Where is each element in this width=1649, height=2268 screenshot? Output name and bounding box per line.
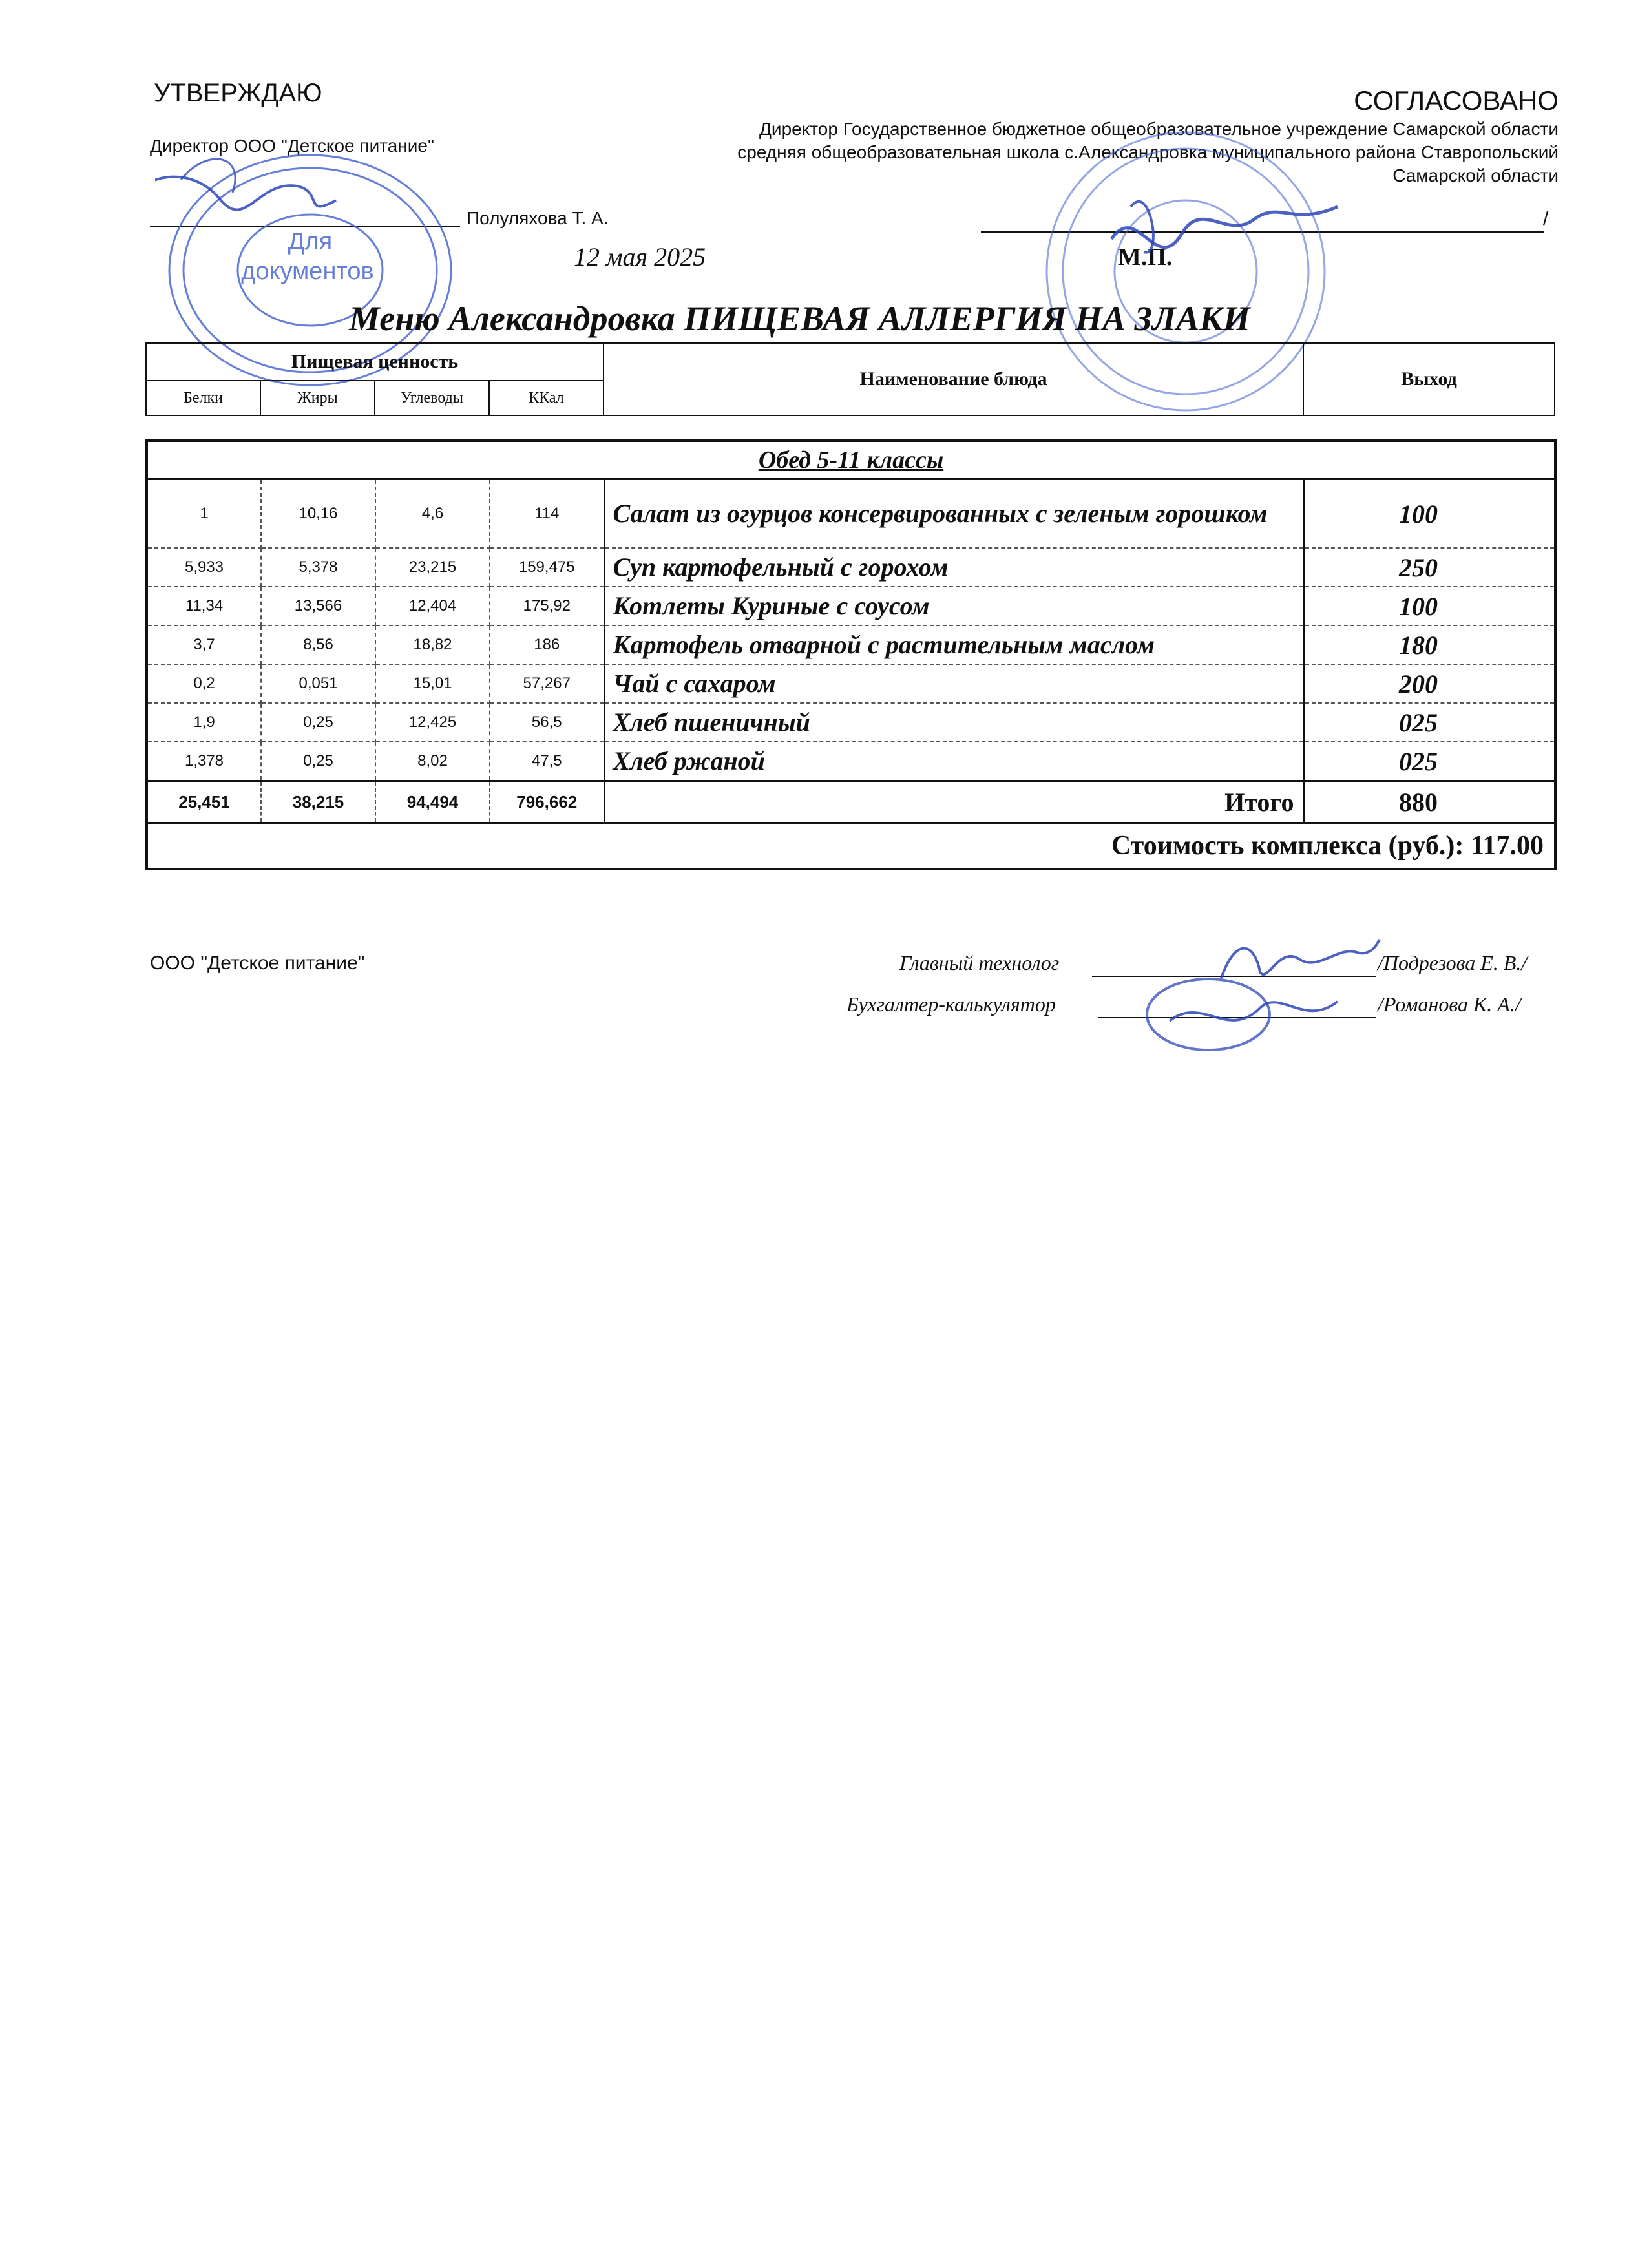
dish-cell: Салат из огурцов консервированных с зеленым горошком [604,479,1304,549]
fat-header: Жиры [260,381,375,415]
fat-cell: 0,25 [261,703,375,742]
nutrition-header: Пищевая ценность [146,343,604,381]
table-row [147,742,1555,781]
table-row [147,703,1555,742]
carbs-cell: 4,6 [375,479,490,549]
kcal-cell: 159,475 [490,548,604,587]
output-cell: 100 [1304,479,1555,549]
tech-name: /Подрезова Е. В./ [1378,951,1528,974]
cost-row [147,823,1555,870]
total-carbs: 94,494 [375,781,490,823]
approver-role: Директор ООО "Детское питание" [150,136,434,156]
protein-cell: 0,2 [147,664,261,703]
carbs-cell: 8,02 [375,742,490,781]
table-row [147,479,1555,549]
dish-cell: Суп картофельный с горохом [604,548,1304,587]
approve-heading: УТВЕРЖДАЮ [154,79,322,107]
accountant-signature [1131,969,1344,1066]
table-row [147,625,1555,664]
complex-cost: Стоимость комплекса (руб.): 117.00 [147,823,1555,870]
total-output: 880 [1304,781,1555,823]
protein-cell: 1 [147,479,261,549]
approver-name: Полуляхова Т. А. [467,208,609,228]
protein-cell: 11,34 [147,587,261,625]
protein-cell: 5,933 [147,548,261,587]
fat-cell: 8,56 [261,625,375,664]
table-row [147,548,1555,587]
agreer-slash: / [1543,208,1549,229]
fat-cell: 0,051 [261,664,375,703]
dish-cell: Хлеб пшеничный [604,703,1304,742]
kcal-cell: 186 [490,625,604,664]
dish-cell: Картофель отварной с растительным маслом [604,625,1304,664]
table-row [147,664,1555,703]
protein-cell: 3,7 [147,625,261,664]
output-cell: 100 [1304,587,1555,625]
approval-date: 12 мая 2025 [574,242,706,271]
menu-title: Меню Александровка ПИЩЕВАЯ АЛЛЕРГИЯ НА ЗЛАКИ [349,299,1250,338]
output-cell: 200 [1304,664,1555,703]
table-row [147,587,1555,625]
output-cell: 180 [1304,625,1555,664]
accountant-label: Бухгалтер-калькулятор [846,992,1056,1016]
protein-cell: 1,9 [147,703,261,742]
output-cell: 025 [1304,703,1555,742]
tech-label: Главный технолог [899,951,1060,974]
agreer-role: Директор Государственное бюджетное общеобразовательное учреждение Самарской области средняя общеобразовательная школа с.Александровка муниципального района Ставропольский Самарской области [737,119,1559,185]
dish-name-header: Наименование блюда [604,343,1303,415]
agree-heading: СОГЛАСОВАНО [1354,85,1559,116]
protein-header: Белки [146,381,260,415]
accountant-name: /Романова К. А./ [1378,992,1521,1016]
fat-cell: 0,25 [261,742,375,781]
kcal-cell: 56,5 [490,703,604,742]
fat-cell: 5,378 [261,548,375,587]
total-label: Итого [604,781,1304,823]
kcal-cell: 47,5 [490,742,604,781]
carbs-cell: 12,404 [375,587,490,625]
menu-table [145,439,1557,870]
output-header: Выход [1303,343,1555,415]
dish-cell: Чай с сахаром [604,664,1304,703]
carbs-cell: 15,01 [375,664,490,703]
total-row [147,781,1555,823]
output-cell: 025 [1304,742,1555,781]
carbs-cell: 18,82 [375,625,490,664]
footer-company: ООО "Детское питание" [150,952,365,974]
stamp-center-line2: документов [241,258,374,285]
protein-cell: 1,378 [147,742,261,781]
section-title: Обед 5-11 классы [147,441,1555,479]
dish-cell: Котлеты Куриные с соусом [604,587,1304,625]
output-cell: 250 [1304,548,1555,587]
fat-cell: 13,566 [261,587,375,625]
kcal-header: ККал [489,381,604,415]
carbs-header: Углеводы [375,381,489,415]
kcal-cell: 175,92 [490,587,604,625]
total-protein: 25,451 [147,781,261,823]
stamp-center-line1: Для [288,228,333,255]
total-fat: 38,215 [261,781,375,823]
dish-cell: Хлеб ржаной [604,742,1304,781]
carbs-cell: 23,215 [375,548,490,587]
kcal-cell: 114 [490,479,604,549]
total-kcal: 796,662 [490,781,604,823]
header-table [145,342,1555,416]
kcal-cell: 57,267 [490,664,604,703]
fat-cell: 10,16 [261,479,375,549]
carbs-cell: 12,425 [375,703,490,742]
stamp-place-label: М.П. [1118,244,1173,271]
